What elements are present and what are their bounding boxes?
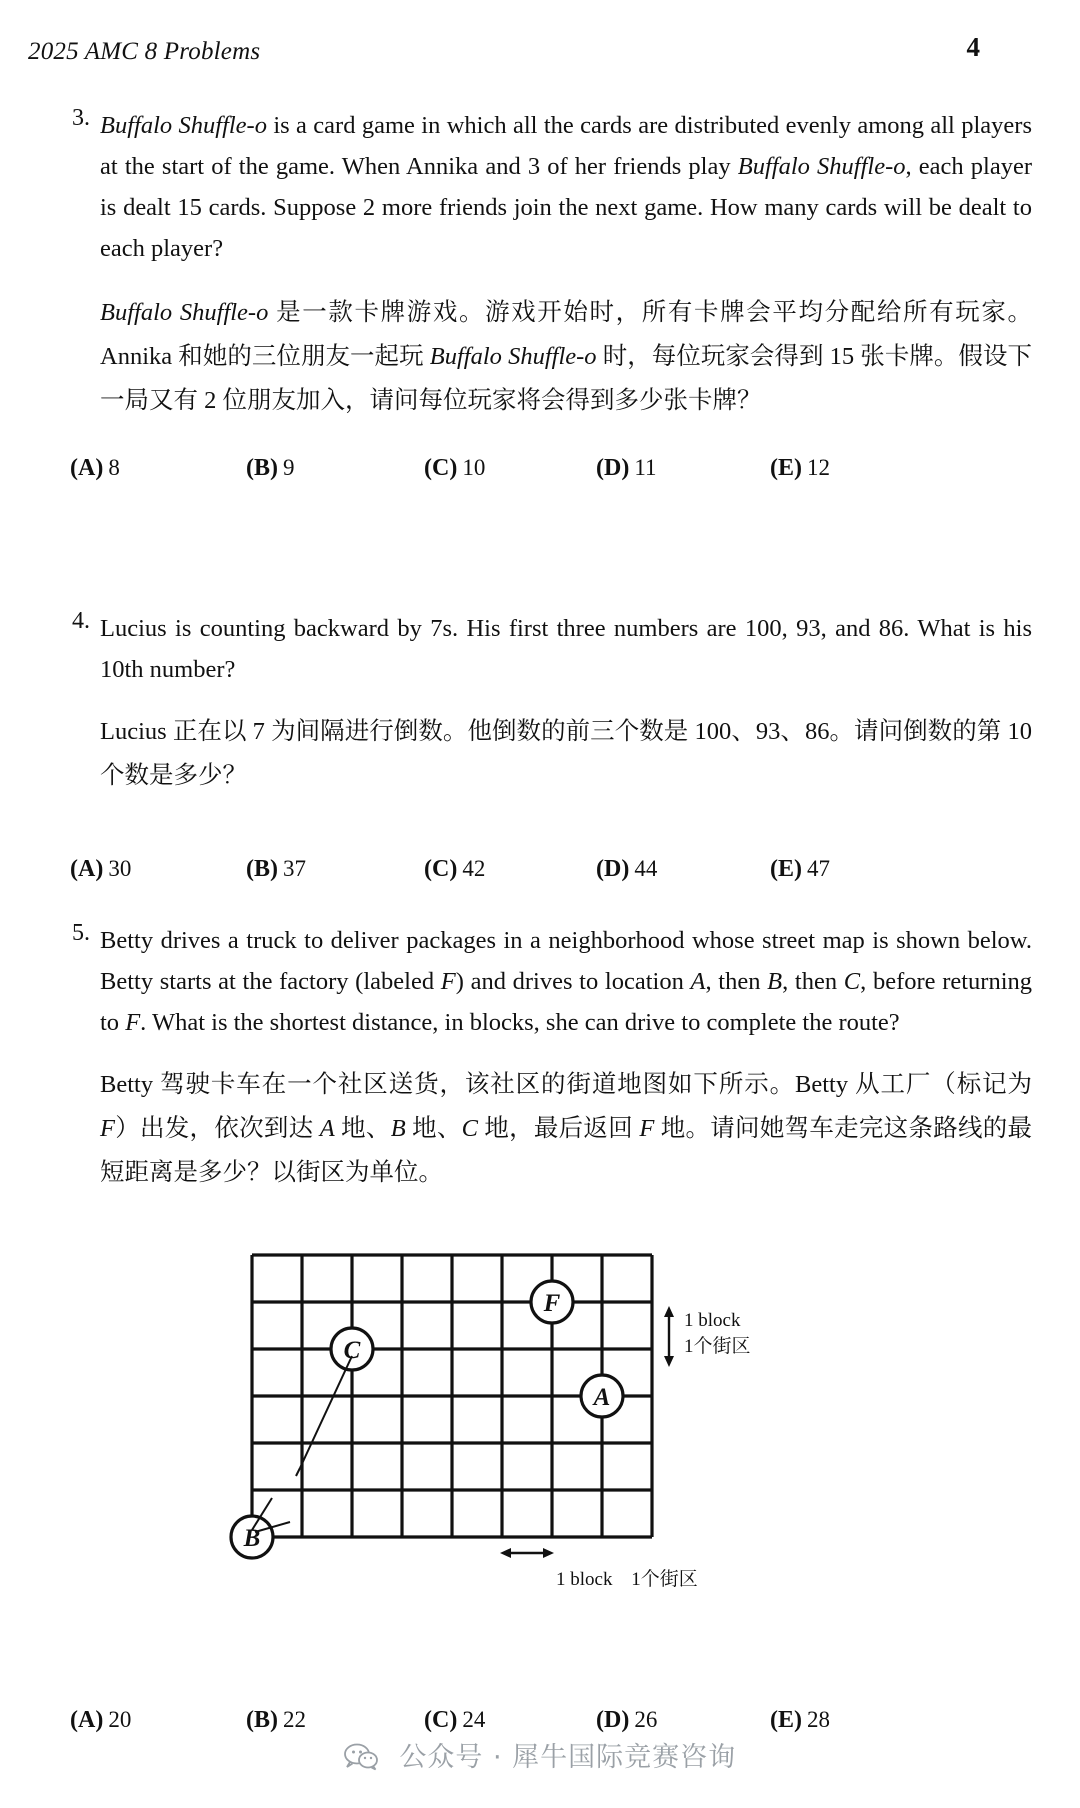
choice-d-label: (D) xyxy=(596,856,630,882)
problem-4-choice-b[interactable] xyxy=(246,856,306,883)
legend-vertical-en: 1 block xyxy=(684,1310,741,1331)
watermark-text: 公众号 · 犀牛国际竞赛咨询 xyxy=(399,1742,737,1773)
problem-3-choice-e[interactable] xyxy=(770,455,830,482)
p5-en-C: C xyxy=(843,968,861,995)
choice-e-label: (E) xyxy=(770,455,802,481)
problem-5-choice-b[interactable] xyxy=(246,1707,306,1734)
problem-4-english: Lucius is counting backward by 7s. His first three numbers are 100, 93, and 86. What is his 10th number? xyxy=(100,615,1032,683)
problem-5-choice-a[interactable] xyxy=(70,1707,131,1734)
page-number: 4 xyxy=(966,32,980,62)
choice-d-value: 26 xyxy=(634,1707,658,1732)
choice-c-label: (C) xyxy=(424,455,458,481)
choice-b-label: (B) xyxy=(246,455,278,481)
choice-c-value: 10 xyxy=(462,455,486,480)
problem-3-choice-b[interactable] xyxy=(246,455,295,482)
problem-3-choice-c[interactable] xyxy=(424,455,485,482)
p5-zh-5: 地，最后返回 xyxy=(477,1115,640,1142)
p5-zh-1: Betty 驾驶卡车在一个社区送货，该社区的街道地图如下所示。Betty 从工厂（标记为 xyxy=(100,1071,1032,1098)
node-A-label: A xyxy=(593,1384,611,1411)
node-B-label: B xyxy=(243,1525,261,1552)
node-A xyxy=(581,1375,623,1417)
choice-a-value: 20 xyxy=(108,1707,132,1732)
node-F xyxy=(531,1281,573,1323)
running-head xyxy=(28,32,1052,72)
problem-3-zh-title-1: Buffalo Shuffle-o xyxy=(100,299,269,326)
problem-5-number: 5. xyxy=(72,920,90,946)
p5-en-4: , then xyxy=(782,968,844,995)
problem-3-choice-a[interactable] xyxy=(70,455,120,482)
p5-zh-4: 地、 xyxy=(405,1115,462,1142)
problem-3-english xyxy=(100,105,1032,269)
p5-zh-C: C xyxy=(461,1115,478,1142)
choice-c-label: (C) xyxy=(424,856,458,882)
p5-en-F1: F xyxy=(440,968,456,995)
p5-zh-F2: F xyxy=(639,1115,655,1142)
street-map-svg xyxy=(0,1240,1080,1570)
legend-horizontal-en: 1 block xyxy=(556,1569,613,1590)
problem-3-zh-title-2: Buffalo Shuffle-o xyxy=(429,343,597,370)
choice-a-label: (A) xyxy=(70,455,104,481)
choice-b-label: (B) xyxy=(246,856,278,882)
choice-b-value: 9 xyxy=(283,455,295,480)
p5-zh-B: B xyxy=(390,1115,406,1142)
problem-4-chinese: Lucius 正在以 7 为间隔进行倒数。他倒数的前三个数是 100、93、86。请问倒数的第 10 个数是多少？ xyxy=(100,718,1032,789)
p5-en-F2: F xyxy=(125,1009,141,1036)
page-title: 2025 AMC 8 Problems xyxy=(28,38,261,65)
p5-zh-A: A xyxy=(319,1115,335,1142)
choice-a-value: 8 xyxy=(108,455,120,480)
choice-e-label: (E) xyxy=(770,1707,802,1733)
problem-4-choices xyxy=(48,856,1054,902)
node-C-label: C xyxy=(343,1337,361,1364)
choice-e-label: (E) xyxy=(770,856,802,882)
p5-zh-3: 地、 xyxy=(334,1115,391,1142)
problem-3-choices xyxy=(48,455,1054,501)
choice-a-label: (A) xyxy=(70,856,104,882)
choice-c-value: 42 xyxy=(462,856,486,881)
problem-3 xyxy=(48,105,1032,423)
choice-b-value: 22 xyxy=(283,1707,306,1732)
watermark xyxy=(0,1735,1080,1774)
problem-3-zh-text-1: 是一款卡牌游戏。游戏开始时，所有卡牌会平均分配给所有玩家。Annika 和她的三位朋友一起玩 xyxy=(100,299,1033,370)
problem-3-choice-d[interactable] xyxy=(596,455,656,482)
legend-horizontal-zh: 1个街区 xyxy=(631,1569,698,1590)
choice-d-label: (D) xyxy=(596,455,630,481)
node-C xyxy=(331,1328,373,1370)
legend-vertical-zh: 1个街区 xyxy=(684,1336,751,1357)
problem-3-en-text-2: , each player is dealt 15 cards. Suppose 2 more friends join the next game. How many cards will be dealt to each player? xyxy=(100,153,1032,262)
problem-4-number: 4. xyxy=(72,608,90,634)
p5-zh-6: 地。请问她驾车走完这条路线的最短距离是多少？以街区为单位。 xyxy=(100,1115,1033,1186)
node-F-label: F xyxy=(543,1290,561,1317)
problem-4 xyxy=(48,608,1032,798)
p5-en-2: ) and drives to location xyxy=(455,968,691,995)
p5-en-A: A xyxy=(690,968,706,995)
problem-3-zh-text-2: 时，每位玩家会得到 15 张卡牌。假设下一局又有 2 位朋友加入，请问每位玩家将会得到多少张卡牌？ xyxy=(100,343,1033,414)
choice-d-label: (D) xyxy=(596,1707,630,1733)
p5-en-6: . What is the shortest distance, in blocks, she can drive to complete the route? xyxy=(140,1009,900,1036)
p5-en-5: , before returning to xyxy=(100,968,1032,1036)
legend-horizontal-labels xyxy=(556,1564,698,1591)
problem-5-choice-d[interactable] xyxy=(596,1707,657,1734)
choice-b-value: 37 xyxy=(283,856,306,881)
legend-vertical xyxy=(664,1306,751,1367)
problem-4-choice-c[interactable] xyxy=(424,856,485,883)
problem-3-en-title-2: Buffalo Shuffle-o xyxy=(737,153,906,180)
wechat-icon xyxy=(344,1743,378,1771)
p5-en-3: , then xyxy=(705,968,768,995)
problem-3-en-title-1: Buffalo Shuffle-o xyxy=(100,112,267,139)
problem-4-choice-a[interactable] xyxy=(70,856,131,883)
choice-a-value: 30 xyxy=(108,856,132,881)
choice-e-value: 12 xyxy=(807,455,830,480)
choice-c-value: 24 xyxy=(462,1707,486,1732)
p5-en-B: B xyxy=(767,968,783,995)
problem-4-choice-e[interactable] xyxy=(770,856,830,883)
problem-3-chinese xyxy=(100,291,1032,423)
p5-zh-F1: F xyxy=(100,1115,115,1142)
problem-5-english xyxy=(100,920,1032,1043)
node-B xyxy=(231,1516,273,1558)
choice-b-label: (B) xyxy=(246,1707,278,1733)
problem-5-choice-e[interactable] xyxy=(770,1707,830,1734)
problem-4-choice-d[interactable] xyxy=(596,856,657,883)
p5-en-1: Betty drives a truck to deliver packages in a neighborhood whose street map is shown below. Betty starts at the factory (labeled xyxy=(100,927,1032,995)
choice-d-value: 44 xyxy=(634,856,658,881)
choice-e-value: 28 xyxy=(807,1707,830,1732)
problem-3-en-text-1: is a card game in which all the cards are distributed evenly among all players at the start of the game. When Annika and 3 of her friends play xyxy=(100,112,1032,180)
p5-zh-2: ）出发，依次到达 xyxy=(114,1115,320,1142)
problem-3-number: 3. xyxy=(72,105,90,131)
choice-d-value: 11 xyxy=(634,455,657,480)
choice-a-label: (A) xyxy=(70,1707,104,1733)
choice-e-value: 47 xyxy=(807,856,830,881)
problem-5-choice-c[interactable] xyxy=(424,1707,485,1734)
problem-5 xyxy=(48,920,1032,1195)
choice-c-label: (C) xyxy=(424,1707,458,1733)
street-map-figure xyxy=(0,1240,1080,1590)
legend-horizontal xyxy=(500,1548,554,1558)
problem-5-chinese xyxy=(100,1063,1032,1195)
